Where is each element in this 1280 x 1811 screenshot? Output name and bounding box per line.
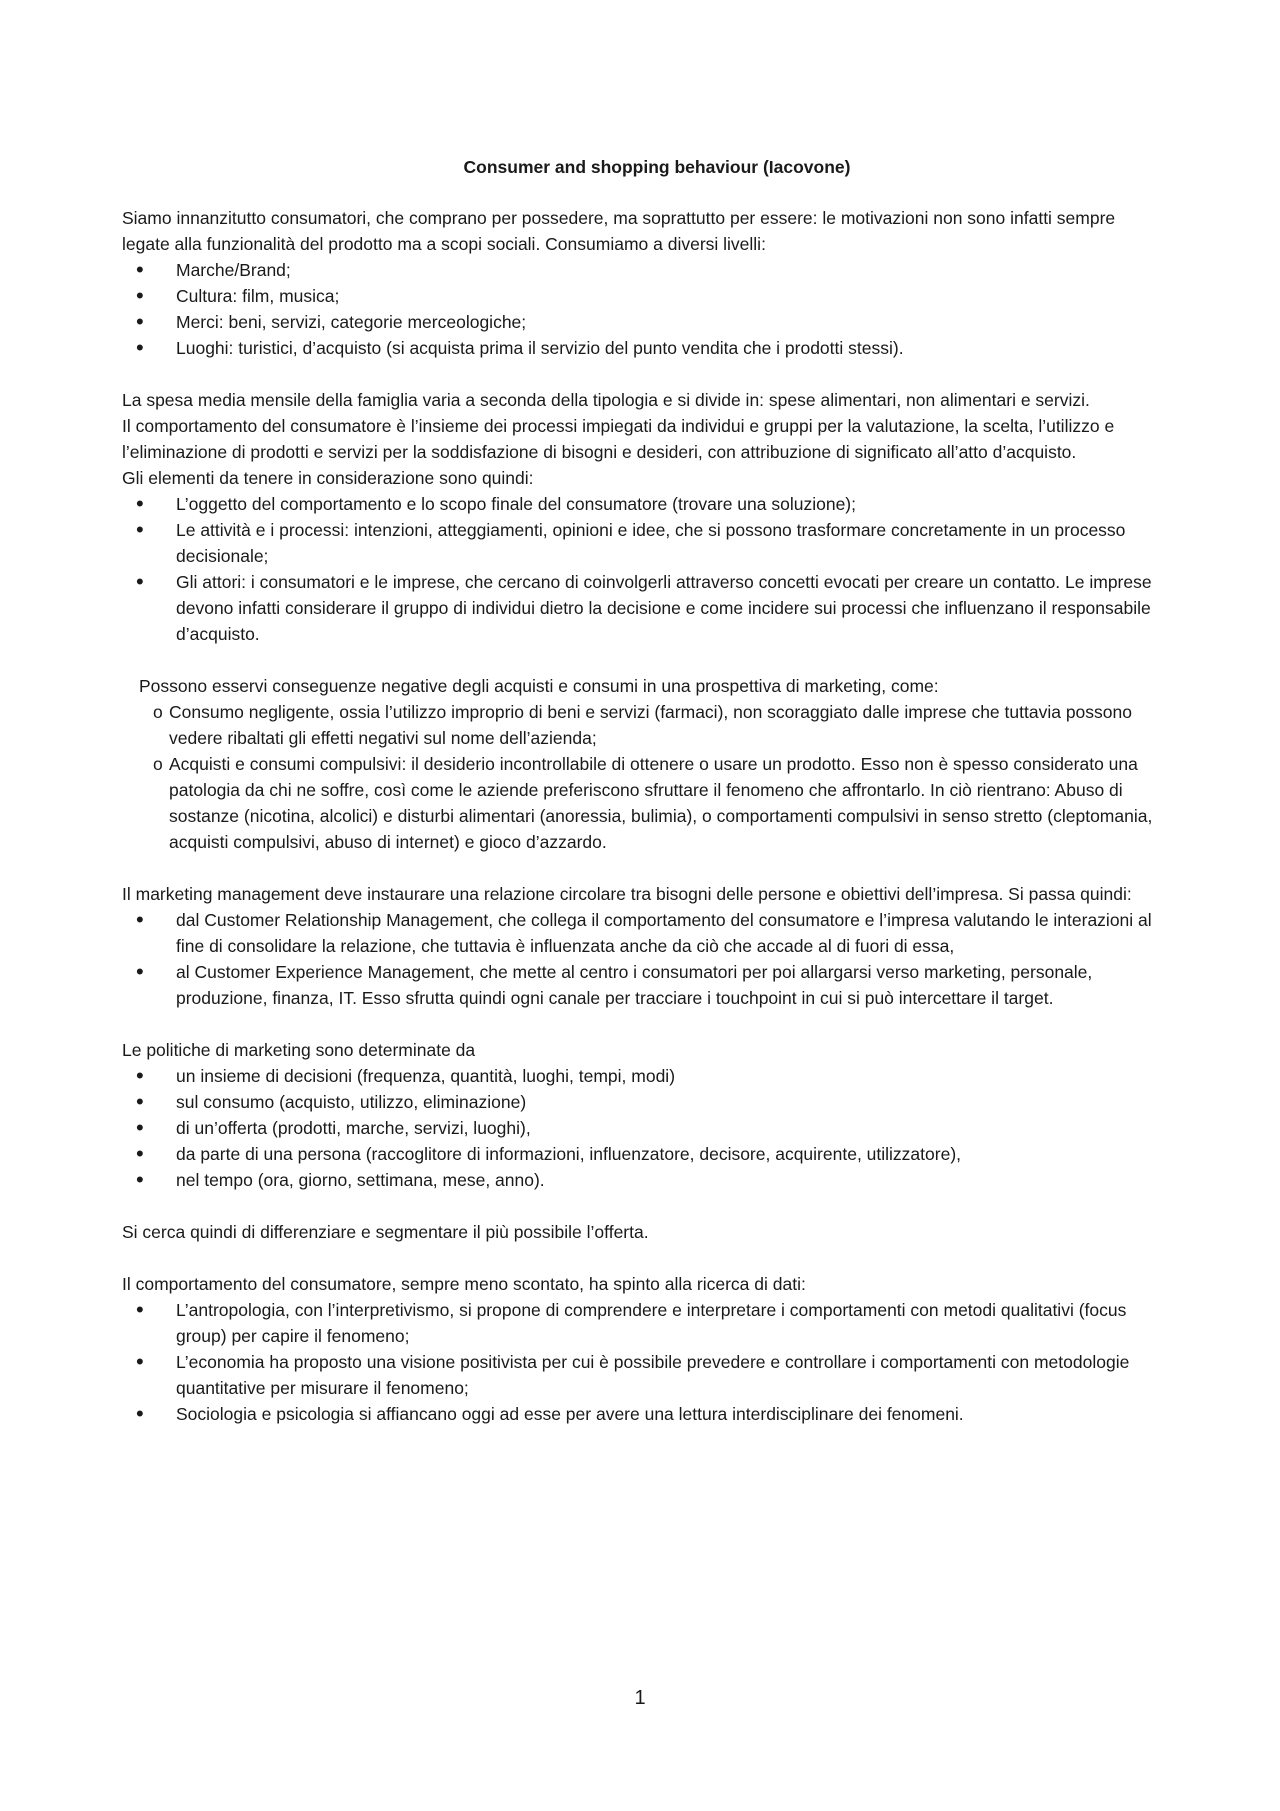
spesa-paragraph: La spesa media mensile della famiglia varia a seconda della tipologia e si divide in: spese alimentari, non alimentari e servizi. (122, 390, 1090, 410)
elements-list (122, 491, 1162, 647)
research-list (122, 1297, 1162, 1427)
list-item: • nel tempo (ora, giorno, settimana, mese, anno). (122, 1167, 1162, 1193)
definition-paragraph: Il comportamento del consumatore è l’insieme dei processi impiegati da individui e gruppi per la valutazione, la scelta, l’utilizzo e l’eliminazione di prodotti e servizi per la soddisfazione di bisogni e desideri, con attribuzione di significato all’atto d’acquisto. (122, 416, 1115, 462)
list-item: • Merci: beni, servizi, categorie merceologiche; (122, 309, 1162, 335)
list-item: • L’oggetto del comportamento e lo scopo finale del consumatore (trovare una soluzione); (122, 491, 1162, 517)
list-item: o Consumo negligente, ossia l’utilizzo improprio di beni e servizi (farmaci), non scoraggiato dalle imprese che tuttavia possono vedere ribaltati gli effetti negativi sul nome dell’azienda; (122, 699, 1162, 751)
list-item: • dal Customer Relationship Management, che collega il comportamento del consumatore e l’impresa valutando le interazioni al fine di consolidare la relazione, che tuttavia è influenzata anche da ciò che accade al di fuori di essa, (122, 907, 1162, 959)
list-item: • sul consumo (acquisto, utilizzo, eliminazione) (122, 1089, 1162, 1115)
list-item: o Acquisti e consumi compulsivi: il desiderio incontrollabile di ottenere o usare un prodotto. Esso non è spesso considerato una patologia da chi ne soffre, così come le aziende preferiscono sfruttare il fenomeno che affrontarlo. In ciò rientrano: Abuso di sostanze (nicotina, alcolici) e disturbi alimentari (anoressia, bulimia), o comportamenti compulsivi in senso stretto (cleptomania, acquisti compulsivi, abuso di internet) e gioco d’azzardo. (122, 751, 1162, 855)
list-item: • L’antropologia, con l’interpretivismo, si propone di comprendere e interpretare i comportamenti con metodi qualitativi (focus group) per capire il fenomeno; (122, 1297, 1162, 1349)
negative-list (122, 699, 1162, 855)
list-item: • L’economia ha proposto una visione positivista per cui è possibile prevedere e controllare i comportamenti con metodologie quantitative per misurare il fenomeno; (122, 1349, 1162, 1401)
list-item: • da parte di una persona (raccoglitore di informazioni, influenzatore, decisore, acquirente, utilizzatore), (122, 1141, 1162, 1167)
list-item: • Luoghi: turistici, d’acquisto (si acquista prima il servizio del punto vendita che i prodotti stessi). (122, 335, 1162, 361)
list-item: • Cultura: film, musica; (122, 283, 1162, 309)
research-intro: Il comportamento del consumatore, sempre meno scontato, ha spinto alla ricerca di dati: (122, 1274, 806, 1294)
politiche-intro: Le politiche di marketing sono determinate da (122, 1040, 476, 1060)
politiche-list (122, 1063, 1162, 1193)
differentiate-paragraph: Si cerca quindi di differenziare e segmentare il più possibile l’offerta. (122, 1222, 649, 1242)
list-item: • al Customer Experience Management, che mette al centro i consumatori per poi allargarsi verso marketing, personale, produzione, finanza, IT. Esso sfrutta quindi ogni canale per tracciare i touchpoint in cui si può intercettare il target. (122, 959, 1162, 1011)
elements-intro: Gli elementi da tenere in considerazione sono quindi: (122, 468, 534, 488)
intro-paragraph: Siamo innanzitutto consumatori, che comprano per possedere, ma soprattutto per essere: le motivazioni non sono infatti sempre legate alla funzionalità del prodotto ma a scopi sociali. Consumiamo a diversi livelli: (122, 208, 1116, 254)
marketing-management-paragraph: Il marketing management deve instaurare una relazione circolare tra bisogni delle persone e obiettivi dell’impresa. Si passa quindi: (122, 884, 1132, 904)
list-item: • un insieme di decisioni (frequenza, quantità, luoghi, tempi, modi) (122, 1063, 1162, 1089)
list-item: • Sociologia e psicologia si affiancano oggi ad esse per avere una lettura interdisciplinare dei fenomeni. (122, 1401, 1162, 1427)
list-item: • Le attività e i processi: intenzioni, atteggiamenti, opinioni e idee, che si possono trasformare concretamente in un processo decisionale; (122, 517, 1162, 569)
management-list (122, 907, 1162, 1011)
list-item: • Marche/Brand; (122, 257, 1162, 283)
levels-list (122, 257, 1162, 361)
negative-intro: Possono esservi conseguenze negative degli acquisti e consumi in una prospettiva di marketing, come: (139, 676, 939, 696)
list-item: • Gli attori: i consumatori e le imprese, che cercano di coinvolgerli attraverso concetti evocati per creare un contatto. Le imprese devono infatti considerare il gruppo di individui dietro la decisione e come incidere sui processi che influenzano il responsabile d’acquisto. (122, 569, 1162, 647)
page-content (122, 154, 1162, 1427)
page-number: 1 (634, 1687, 646, 1709)
page-title: Consumer and shopping behaviour (Iacovone) (463, 157, 851, 177)
list-item: • di un’offerta (prodotti, marche, servizi, luoghi), (122, 1115, 1162, 1141)
